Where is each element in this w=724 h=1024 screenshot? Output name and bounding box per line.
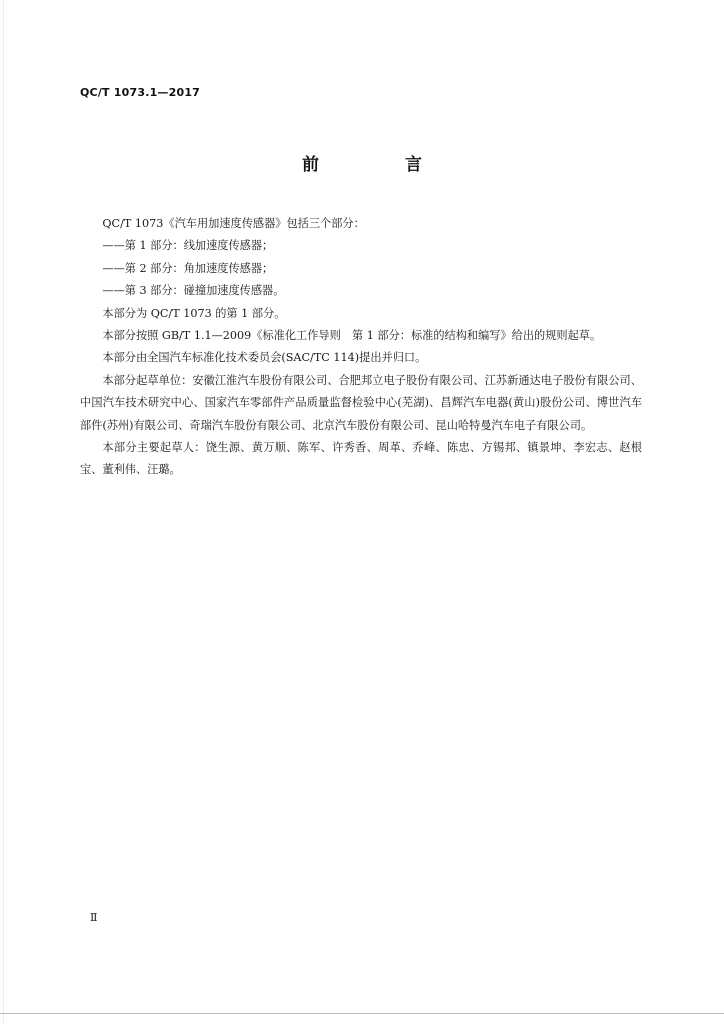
bottom-divider bbox=[0, 1013, 724, 1014]
proposer-paragraph: 本部分由全国汽车标准化技术委员会(SAC/TC 114)提出并归口。 bbox=[102, 351, 427, 365]
drafting-rules-paragraph: 本部分按照 GB/T 1.1—2009《标准化工作导则 第 1 部分：标准的结构和编写》给出的规则起草。 bbox=[102, 329, 602, 343]
part-list-item-1: ——第 1 部分：线加速度传感器； bbox=[102, 239, 274, 253]
drafters-paragraph: 本部分主要起草人：饶生源、黄万顺、陈军、许秀香、周革、乔峰、陈忠、方锡邦、镇景坤、李宏志、赵根宝、董利伟、汪璐。 bbox=[80, 441, 642, 477]
page-title: 前 言 bbox=[302, 155, 462, 175]
part-list-item-2: ——第 2 部分：角加速度传感器； bbox=[102, 261, 274, 275]
standard-code-header: QC/T 1073.1—2017 bbox=[80, 86, 201, 99]
drafting-units-paragraph: 本部分起草单位：安徽江淮汽车股份有限公司、合肥邦立电子股份有限公司、江苏新通达电子股份有限公司、中国汽车技术研究中心、国家汽车零部件产品质量监督检验中心(芜湖)、昌辉汽车电器(黄山)股份公司、博世汽车部件(苏州)有限公司、奇瑞汽车股份有限公司、北京汽车股份有限公司、昆山哈特曼汽车电子有限公司。 bbox=[80, 373, 642, 432]
part-statement-paragraph: 本部分为 QC/T 1073 的第 1 部分。 bbox=[102, 306, 286, 320]
part-list-item-3: ——第 3 部分：碰撞加速度传感器。 bbox=[102, 284, 285, 298]
intro-paragraph: QC/T 1073《汽车用加速度传感器》包括三个部分： bbox=[102, 217, 365, 230]
page-number: Ⅱ bbox=[90, 911, 98, 924]
foreword-body bbox=[80, 213, 642, 482]
